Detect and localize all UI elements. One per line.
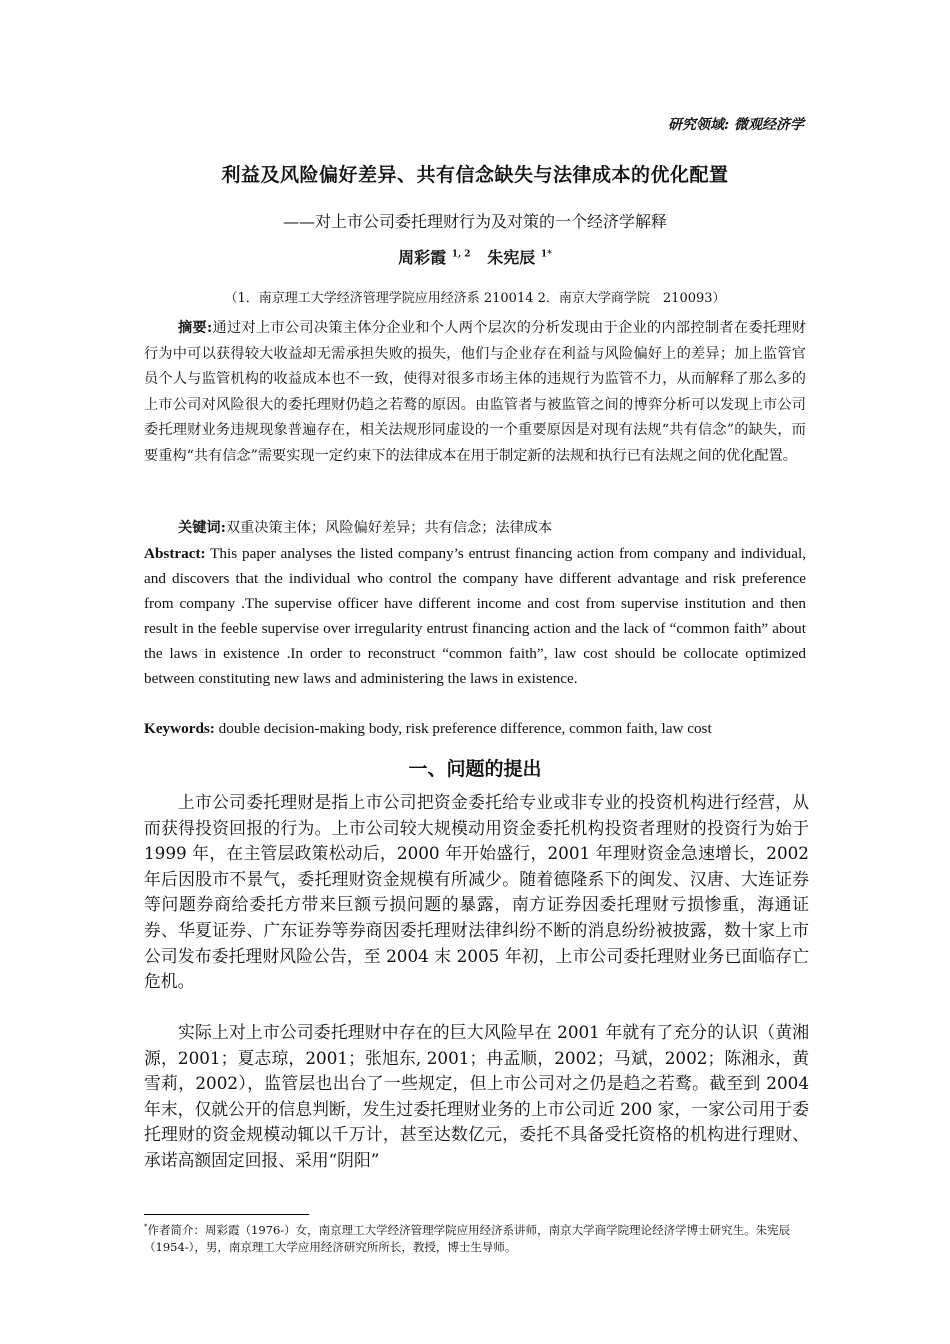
keywords-label: 关键词: [178,520,226,536]
author-name: 周彩霞 [398,248,447,267]
author-affiliation-mark: 1, 2 [451,249,471,260]
author-affiliation-mark: 1* [540,249,552,260]
footnote-marker: * [144,1223,148,1231]
abstract-label: 摘要: [178,320,213,336]
footnote-divider [144,1214,309,1215]
paper-subtitle: ——对上市公司委托理财行为及对策的一个经济学解释 [282,212,667,231]
section-heading: 一、问题的提出 [408,758,542,780]
keywords-chinese [144,516,806,541]
research-field: 研究领域: 微观经济学 [667,117,804,133]
body-paragraph: 上市公司委托理财是指上市公司把资金委托给专业或非专业的投资机构进行经营，从而获得投资回报的行为。上市公司较大规模动用资金委托机构投资者理财的投资行为始于 1999 年，在主管层政策松动后，2000 年开始盛行，2001 年理财资金急速增长，2002 年后因股市不景气，委托理财资金规模有所减少。随着德隆系下的闽发、汉唐、大连证券等问题券商给委托方带来巨额亏损问题的暴露，南方证券因委托理财亏损惨重，海通证券、华夏证券、广东证券等券商因委托理财法律纠纷不断的消息纷纷被披露，数十家上市公司发布委托理财风险公告，至 2004 末 2005 年初，上市公司委托理财业务已面临存亡危机。 [144,792,809,992]
body-paragraph: 实际上对上市公司委托理财中存在的巨大风险早在 2001 年就有了充分的认识（黄湘源，2001；夏志琼，2001；张旭东, 2001；冉孟顺，2002；马斌，2002；陈湘永，黄雪莉，2002），监管层也出台了一些规定，但上市公司对之仍是趋之若鹜。截至到 2004 年末，仅就公开的信息判断，发生过委托理财业务的上市公司近 200 家，一家公司用于委托理财的资金规模动辄以千万计，甚至达数亿元，委托不具备受托资格的机构进行理财、承诺高额固定回报、采用“阴阳” [144,1022,809,1170]
keywords-label: Keywords: [144,720,215,737]
paper-title: 利益及风险偏好差异、共有信念缺失与法律成本的优化配置 [221,164,729,186]
footnote-text: 作者简介：周彩霞（1976-）女，南京理工大学经济管理学院应用经济系讲师，南京大学商学院理论经济学博士研究生。朱宪辰（1954-），男，南京理工大学应用经济研究所所长，教授，博士生导师。 [144,1222,791,1254]
footnote [144,1219,816,1256]
affiliation-line: （1．南京理工大学经济管理学院应用经济系 210014 2．南京大学商学院 210093） [224,291,726,306]
abstract-label: Abstract: [144,545,206,562]
keywords-text: double decision-making body, risk preference difference, common faith, law cost [214,720,712,737]
author-line [0,245,950,268]
abstract-text: 通过对上市公司决策主体分企业和个人两个层次的分析发现由于企业的内部控制者在委托理财行为中可以获得较大收益却无需承担失败的损失，他们与企业存在利益与风险偏好上的差异；加上监管官员个人与监管机构的收益成本也不一致，使得对很多市场主体的违规行为监管不力，从而解释了那么多的上市公司对风险很大的委托理财仍趋之若鹜的原因。由监管者与被监管之间的博弈分析可以发现上市公司委托理财业务违规现象普遍存在，相关法规形同虚设的一个重要原因是对现有法规“共有信念”的缺失，而要重构“共有信念”需要实现一定约束下的法律成本在用于制定新的法规和执行已有法规之间的优化配置。 [144,320,806,464]
abstract-chinese [144,316,806,469]
author-name: 朱宪辰 [487,248,536,267]
abstract-english [144,541,806,691]
keywords-english [144,716,806,741]
abstract-text: This paper analyses the listed company’s entrust financing action from company and individual, and discovers that the individual who control the company have different advantage and risk preference from company .The supervise officer have different income and cost from supervise institution and then result in the feeble supervise over irregularity entrust financing action and the lack of “common faith” about the laws in existence .In order to reconstruct “common faith”, law cost should be collocate optimized between constituting new laws and administering the laws in existence. [144,545,806,687]
keywords-text: 双重决策主体；风险偏好差异；共有信念；法律成本 [225,520,553,536]
